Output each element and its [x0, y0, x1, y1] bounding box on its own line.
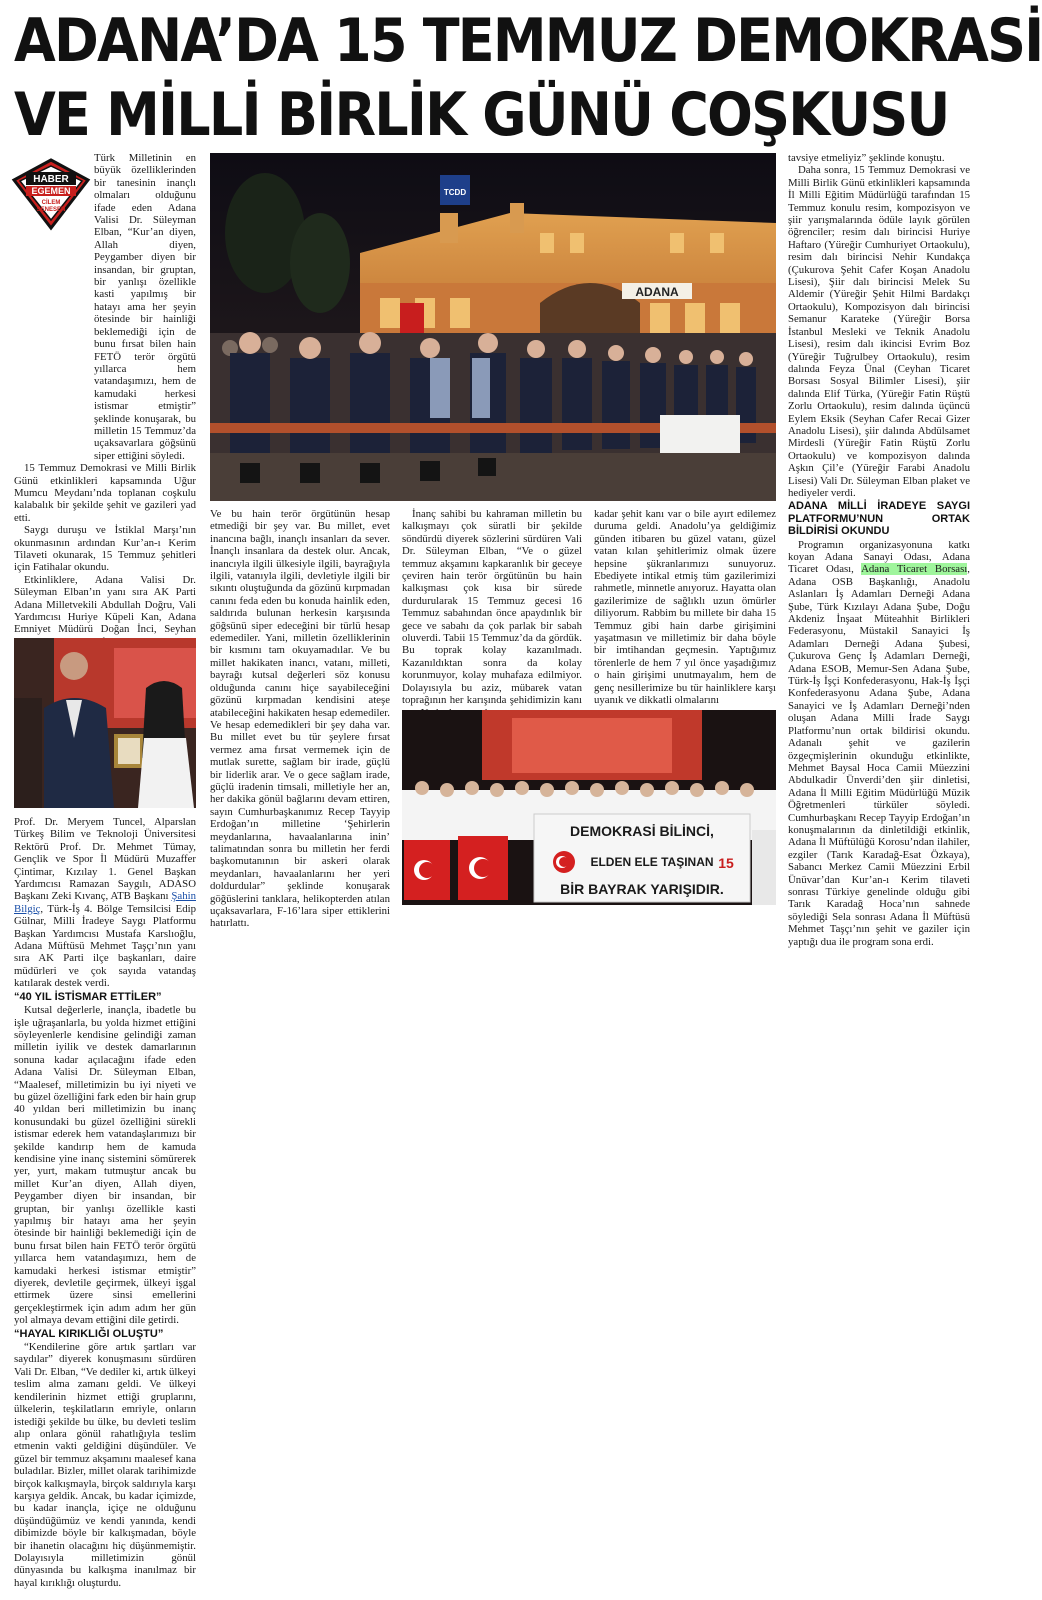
tcdd-badge: TCDD — [443, 188, 467, 197]
logo-text-3: CİLEM — [41, 200, 61, 206]
logo-text-1: HABER — [33, 174, 69, 185]
headline-line-1: ADANA’DA 15 TEMMUZ DEMOKRASİ — [14, 6, 1042, 76]
column-5 — [788, 152, 970, 948]
banner-line-3: BİR BAYRAK YARIŞIDIR. — [560, 881, 724, 897]
column-1-bottom — [14, 816, 196, 1592]
banner-line-2: ELDEN ELE TAŞINAN — [590, 855, 714, 869]
paragraph: Kutsal değerlerle, inançla, ibadetle bu işle uğraşanlarla, bu yolda hizmet ettiğini söyleyenlerle kendisine gelindiği zaman milletin iyilik ve destek damarlarının sonuna kadar açılacağını ifade eden Adana Valisi Dr. Süleyman Elban, “Maalesef, milletimizin bu iyi niyeti ve bu güzel özelliğini fark eden bir hain grup 40 yıldan beri milletimizin bu inanç konusundaki bu güzel özelliğini sürekli istismar ederek hem vatandaşlarımızı bir şekilde kandırıp hem de kamuda kendisine yine inanç sistemini sömürerek yer, yurt, makam tutmuştur ancak bu millet Kur’an diyen, Allah diyen, Peygamber diyen bir insandan, bir gruptan, bir yanlışı özellikle kasti yapılmış bir hatayı ama her şeyin ötesinde bir hainliği beklemediği için de bunu fırsat bilen hain FETÖ terör örgütü yıllarca hem vatandaşımızı, hem de kamudaki herkesi istismar etmiştir” diyerek, devletile geçirmek, ülkeyi işgal ettirmek üzere sinsi emellerini gerçekleştirmek için adım adım her gün yol almaya devam ettiğini dile getirdi. — [14, 1004, 196, 1327]
paragraph: Ve bu hain terör örgütünün hesap etmediği bir şey var. Bu millet, evet inancına bağlı, inançlı insanları da sever. İnançlı insanlara da destek olur. Ancak, inancıyla ilgili ülkesiyle ilgili, bayrağıyla ilgili, vatanıyla ilgili, devletiyle ilgili bir sıkıntı oluştuğunda da gözünü kırpmadan canını feda eden bu konuda hainlik eden, saldırıda bulunan herkesin karşısında göğsünü siper edeceğini bir türlü hesap edemediler. Yani, milletin özelliklerinin bir kısmını tam okuyamadılar. Ve bu millet hakikaten inancı, vatanı, milleti, bayrağı kutsal değerleri söz konusu olduğunda canını hiçe sayabileceğini gözünü kırpmadan kendisini ateşe atabileceğini hakikaten hesap edemediler. Ve hesap edemedikleri bir şey daha var. Bu millet evet bu tür şeylere fırsat vermez ama fırsat vermemek için de mutlak surette, sağlam bir irade, güçlü bir liderlik arar. Ve o gece sağlam irade, güçlü iradenin timsali, milletiyle her an, her dakika gönül bağlarını devam ettiren, sayın Cumhurbaşkanımız Recep Tayyip Erdoğan’ın milletine ‘Şehirlerin meydanlarına, havaalanlarına inin’ talimatından sonra bu milletin her ferdi başkomutanının bir askeri olarak meydanları, havaalanlarını her yeri doldurdular” şeklinde konuşarak göğüslerini tanklara, helikopterden atılan uçaksavarlara, F-16’lara siper ettiklerini hatırlattı. — [210, 508, 390, 930]
paragraph-text: Türk Milletinin en büyük özelliklerinden bir tanesinin inançlı olmaları olduğunu ifade eden Adana Valisi Dr. Süleyman Elban, “Kur’an diyen, Allah diyen, Peygamber diyen bir insandan, bir gruptan, bir yanlışı özellikle kasti yapılmış bir hatayı ama her şeyin ötesinde bir hainliği beklemediği için de bunu fırsat bilen hain FETÖ terör örgütü yıllarca hem vatandaşımızı, hem de kamudaki herkesi istismar etmiştir” şeklinde konuşarak, bu milletin 15 Temmuz’da uçaksavarlara göğsünü siper ettiğini söyledi. — [94, 152, 196, 462]
logo-text-4: SENESEN — [36, 207, 66, 213]
subheading: ADANA MİLLİ İRADEYE SAYGI PLATFORMU’NUN ORTAK BİLDİRİSİ OKUNDU — [788, 500, 970, 538]
photo-students-banner — [402, 710, 776, 905]
photo-award-ceremony — [14, 638, 196, 808]
paragraph: tavsiye etmeliyiz” şeklinde konuştu. — [788, 152, 945, 164]
column-4 — [594, 508, 776, 707]
paragraph: kadar şehit kanı var o bile ayırt edilemez duruma geldi. Anadolu’ya geldiğimiz günden itibaren bu güzel vatanı, güzel vatan kılan şehitlerimiz olmak üzere hepsine şükranlarımızı sunuyoruz. Ebediyete intikal etmiş tüm gazilerimizi rahmetle, minnetle anıyoruz. Hayatta olan gazilerimize de sağlıklı uzun ömürler diliyorum. Rabbim bu millete bir daha 15 Temmuz gibi hain darbe girişimini yaşatmasın ve milletimiz bir daha böyle bir imtihandan geçmesin. Yaptığımız törenlerle de hem 7 yıl önce yaşadığımız o hain girişimi unutmayalım, hem de genç nesillerimize bu tür hainliklere karşı uyanık ve dikkatli olmalarını — [594, 508, 776, 707]
column-1-top — [14, 152, 196, 636]
paragraph: Saygı duruşu ve İstiklal Marşı’nın okunmasının ardından Kur’an-ı Kerim Tilaveti okunarak, 15 Temmuz şehitleri için Fatihalar okundu. — [14, 524, 196, 574]
logo-text-2: EGEMEN — [31, 186, 71, 196]
paragraph-text: Programın organizasyonuna katkı koyan Adana Sanayi Odası, Adana Ticaret Odası, — [788, 538, 970, 576]
headline — [14, 4, 1042, 152]
paragraph: 15 Temmuz Demokrasi ve Milli Birlik Günü etkinlikleri kapsamında Uğur Mumcu Meydanı’nda toplanan coşkulu kalabalık bir şekilde şehit ve gazileri yad etti. — [14, 462, 196, 524]
photo-train-station-ceremony — [210, 153, 776, 501]
subheading: “HAYAL KIRIKLIĞI OLUŞTU” — [14, 1327, 164, 1340]
headline-line-2: VE MİLLİ BİRLİK GÜNÜ COŞKUSU — [14, 80, 949, 150]
column-3 — [402, 508, 582, 707]
station-sign: ADANA — [635, 285, 679, 299]
paragraph: Etkinliklere, Adana Valisi Dr. Süleyman Elban’ın yanı sıra AK Parti Adana Milletvekili Abdullah Doğru, Vali Yardımcısı Huriye Küpeli Kan, Adana Emniyet Müdürü Doğan İnci, Seyhan — [14, 573, 196, 636]
paragraph — [788, 539, 970, 948]
column-2 — [210, 508, 390, 930]
subheading: “40 YIL İSTİSMAR ETTİLER” — [14, 990, 162, 1003]
paragraph — [14, 152, 196, 462]
highlighted-name: Adana Ticaret Borsası — [861, 563, 968, 576]
banner-logo: 15 — [718, 855, 734, 871]
banner-line-1: DEMOKRASİ BİLİNCİ, — [570, 823, 714, 839]
paragraph-text: , Adana OSB Başkanlığı, Anadolu Aslanları İş Adamları Derneği Adana Şube, Türk Kızılayı Adana Şube, Doğu Akdeniz İnşaat Müteahhit Birlikleri Federasyonu, Müstakil Sanayici İş Adamları Derneği Adana Şubesi, Çukurova Genç İş Adamları Derneği, Adana ESOB, Memur-Sen Adana Şube, Türk-İş İşçi Konfederasyonu, Hak-İş İşçi Konfederasyonu Adana Şube, Adana Sanayici ve İş Adamları Derneği’nden oluşan Adana Milli İrade Saygı Platformu’nun ortak bildirisi okundu. Adanalı şehit ve gazilerin özgeçmişlerinin okunduğu etkinlikte, Mehmet Baysal Hoca Camii Müezzini Abdulkadir Ünverdi’den şiir dinletisi, Adana İl Milli Eğitim Müdürlüğü Müzik Öğretmenleri türküler söyledi. Cumhurbaşkanı Recep Tayyip Erdoğan’ın konuşmalarının da dinletildiği etkinlik, Adana İl Müftülüğü Korosu’ndan ilahiler, ezgiler (Tarık Karadağ-Esat Özkaya), Sabancı Merkez Camii Müezzini Erbil Ünüvar’dan Kur’an-ı Kerim tilaveti sonrası Türkiye genelinde olduğu gibi Tarık Karadağ Hoca’nın sahnede söylediği Sela sonrası Adana İl Müftüsü Mehmet Taşçı’nın şehit ve gaziler için yaptığı dua ile program sona erdi. — [788, 563, 970, 948]
highlighted-name: Şahin Bilgiç — [14, 890, 196, 915]
paragraph: İnanç sahibi bu kahraman milletin bu kalkışmayı çok süratli bir şekilde söndürdü diyerek sözlerini sürdüren Vali Dr. Süleyman Elban, “Ve o güzel temmuz akşamını kapkaranlık bir geceye çeviren hain terör örgütünün bu hain kalkışması çok kısa bir sürede durdurularak 15 Temmuz gecesi 16 Temmuz sabahından önce apaydınlık bir gece ve sabahı da çok parlak bir sabah oluverdi. Tabii 15 Temmuz’da da gördük. Bu toprak kolay kazanılmadı. Kazanıldıktan sonra da kolay korunmuyor, kolay muhafaza edilmiyor. Dolayısıyla bu aziz, mübarek vatan toprağının her karışında şehidimizin kanı — [402, 508, 582, 707]
paragraph-text: Prof. Dr. Meryem Tuncel, Alparslan Türkeş Bilim ve Teknoloji Üniversitesi Rektörü Prof. Dr. Mehmet Tümay, Gençlik ve Spor İl Müdürü Muzaffer Çintimar, Kızılay 1. Genel Başkan Yardımcısı Ramazan Saygılı, ADASO Başkanı Zeki Kıvanç, ATB Başkanı — [14, 816, 196, 903]
paragraph-text: , Türk-İş 4. Bölge Temsilcisi Edip Gülnar, Milli İradeye Saygı Platformu Başkan Yardımcısı Mustafa Karslıoğlu, Adana Müftüsü Mehmet Taşçı’nın yanı sıra AK Parti ilçe başkanları, daire müdürleri ve çok sayıda vatandaş katılarak destek verdi. — [14, 902, 196, 990]
paragraph: Daha sonra, 15 Temmuz Demokrasi ve Milli Birlik Günü etkinlikleri kapsamında İl Milli Eğitim Müdürlüğü tarafından 15 Temmuz konulu resim, kompozisyon ve şiir yarışmalarında ödüle layık görülen öğrenciler; resim dalı birincisi Huriye Haftaro (Yüreğir Cumhuriyet Ortaokulu), resim dalı birincisi Nehir Kundakça (Çukurova Şehit Cafer Koşan Anadolu Lisesi), Şiir dalı birincisi Melek Su Aldemir (Yüreğir Şehit Hilmi Bardakçı Ortaokulu), Kompozisyon dalı birincisi Semanur Karateke (Yüreğir Borsa İstanbul Mesleki ve Teknik Anadolu Lisesi), resim dalı ikincisi Evrim Boz (Yüreğir Tuğrulbey Ortaokulu), resim dalında Feyza Ünal (Ceyhan Ticaret Borsası Sosyal Bilimler Lisesi), şiir dalında Elif Türka, (Yüreğir Fatin Rüştü Zorlu Ortaokulu), resim dalında üçüncü Eylem Eksik (Seyhan Cafer Recai Gizer Anadolu Lisesi), şiir dalında Abdülsamet Mirdesli (Yüreğir Fatin Rüştü Zorlu Ortaokulu) ve kompozisyon dalında Aşkın Çil’e (Yüreğir Farabi Anadolu Lisesi) Vali Dr. Süleyman Elban plaket ve hediyeler verdi. — [788, 164, 970, 499]
paragraph: “Kendilerine göre artık şartları var saydılar” diyerek konuşmasını sürdüren Vali Dr. Elban, “Ve dediler ki, artık ülkeyi teslim alma zamanı geldi. Ve ülkeyi kendilerinin hizmet ettiği gruplarını, ülkelerin, teşkilatların emriyle, onların istediği şekilde bu ülke, bu devleti teslim alıp onlara gönül rahatlığıyla teslim etmenin vakti geldiğini düşündüler. Ve güzel bir temmuz akşamını maalesef kana buladılar. Bizler, millet olarak tarihimizde birçok kalkışmayla, birçok saldırıyla karşı karşıya geldik. Ancak, bu kadar içimizde, bu kadar inançla, içiçe ne olduğunu düşündüğümüz ve kendi yanında, kendi dibimizde böyle bir kalkışmadan, böyle bir ihanetin olacağını hiç düşünmemiştir. Dolayısıyla milletimizin gönül dünyasında bu kalkışma inanılmaz bir hayal kırıklığı oluşturdu. — [14, 1341, 196, 1589]
paragraph — [14, 816, 196, 990]
